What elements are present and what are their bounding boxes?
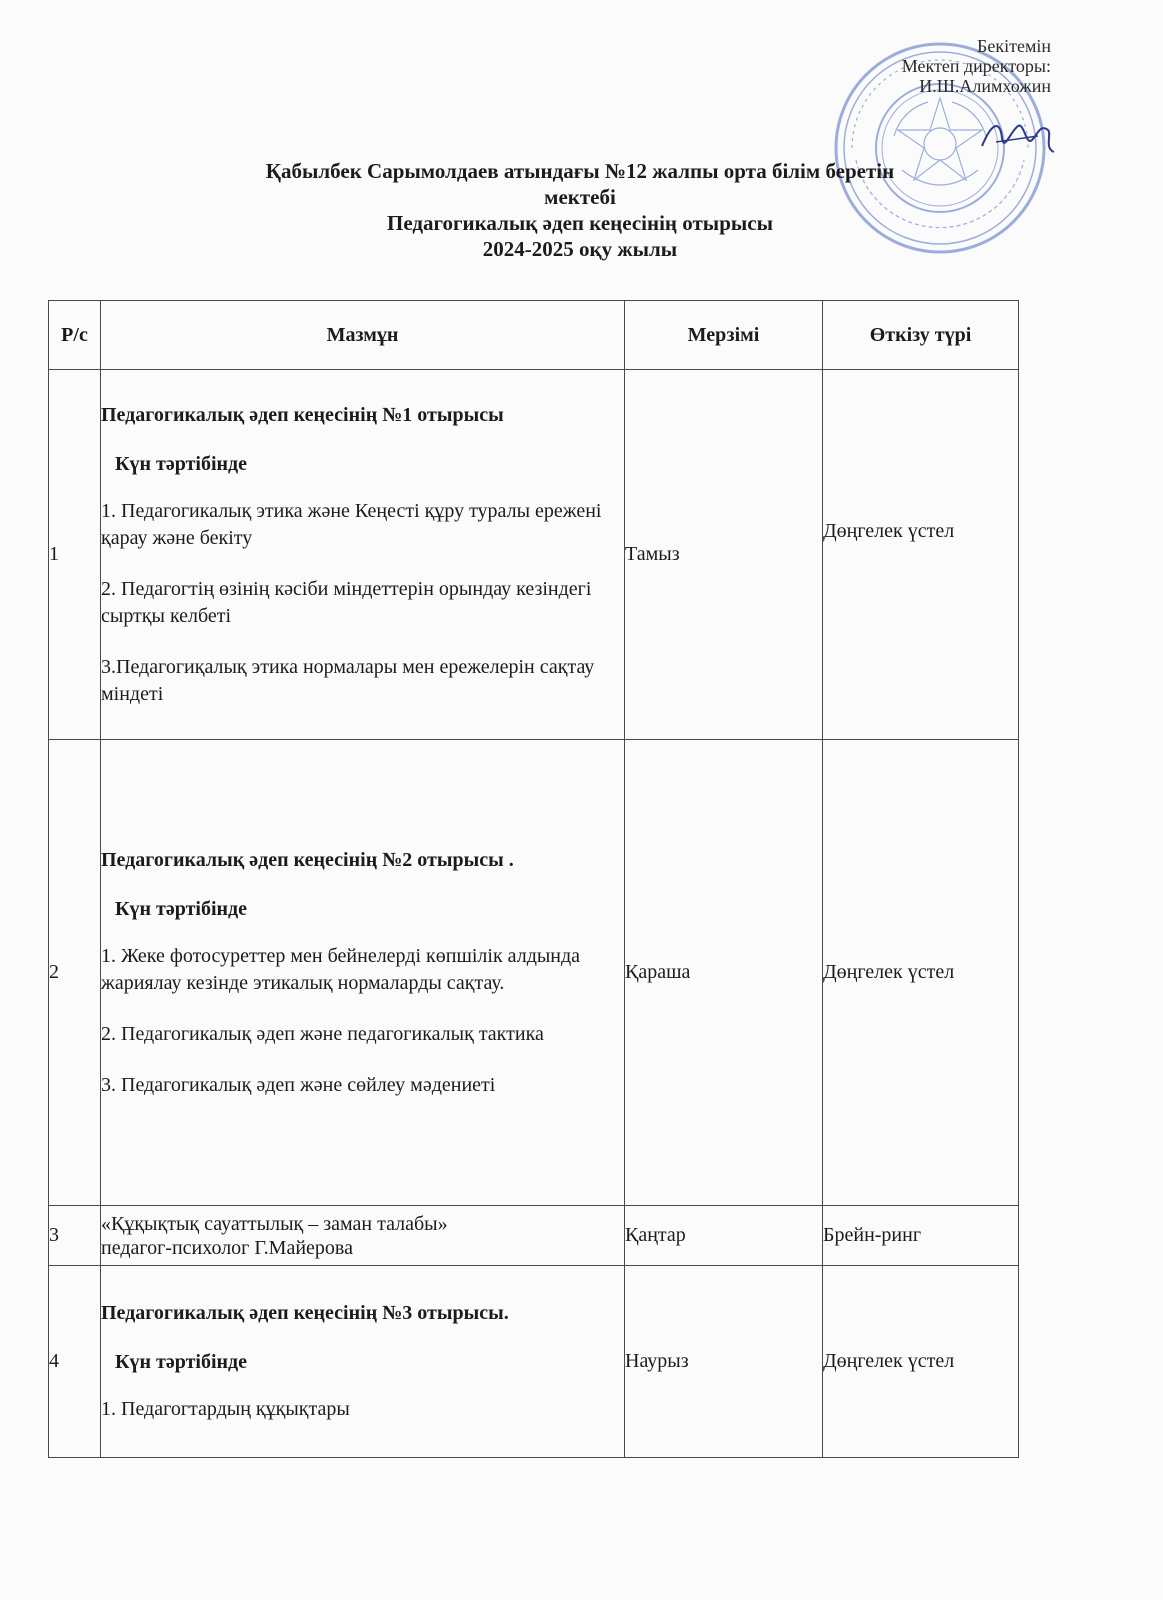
signature-icon [978,112,1058,162]
agenda-item: 1. Педагогтардың құқықтары [101,1398,350,1420]
row-number: 4 [49,1266,101,1458]
row-date: Тамыз [625,370,823,740]
row-content [101,740,625,1206]
event-responsible: педагог-психолог Г.Майерова [101,1236,353,1259]
row-form: Дөңгелек үстел [823,740,1019,1206]
table-row [49,1206,1019,1266]
agenda-label: Күн тәртібінде [115,1351,248,1373]
row-date: Қаңтар [625,1206,823,1266]
row-form: Брейн-ринг [823,1206,1019,1266]
row-content [101,1266,625,1458]
table-row [49,370,1019,740]
plan-table [48,300,1019,1458]
agenda-label: Күн тәртібінде [115,897,248,920]
approval-title: Бекітемін [977,36,1051,56]
school-name-cont: мектебі [544,185,616,209]
header-date: Мерзімі [625,301,823,370]
agenda-item: 2. Педагогикалық әдеп және педагогикалық тактика [101,1022,544,1045]
row-content [101,1206,625,1266]
approval-position: Мектеп директоры: [901,56,1051,76]
row-number: 2 [49,740,101,1206]
row-form: Дөңгелек үстел [823,1266,1019,1458]
header-form: Өткізу түрі [823,301,1019,370]
academic-year: 2024-2025 оқу жылы [482,237,678,261]
document-title: Педагогикалық әдеп кеңесінің отырысы [387,211,773,235]
header-content: Мазмұн [101,301,625,370]
row-date: Наурыз [625,1266,823,1458]
meeting-title: Педагогикалық әдеп кеңесінің №1 отырысы [101,403,504,426]
table-row [49,740,1019,1206]
table-header-row [49,301,1019,370]
agenda-label: Күн тәртібінде [115,452,248,475]
approval-block [902,36,1051,96]
agenda-item: 2. Педагогтің өзінің кәсіби міндеттерін орындау кезіндегі сыртқы келбеті [101,577,592,627]
approval-director-name: И.Ш.Алимхожин [919,76,1051,96]
agenda-item: 3. Педагогикалық әдеп және сөйлеу мәдениеті [101,1073,496,1096]
table-row [49,1266,1019,1458]
row-number: 1 [49,370,101,740]
row-date: Қараша [625,740,823,1206]
document-heading [150,158,1010,262]
row-number: 3 [49,1206,101,1266]
agenda-item: 3.Педагогиқалық этика нормалары мен ережелерін сақтау міндеті [101,655,595,705]
meeting-title: Педагогикалық әдеп кеңесінің №3 отырысы. [101,1302,509,1324]
event-title: «Құқықтық сауаттылық – заман талабы» [101,1212,448,1235]
header-number: Р/с [49,301,101,370]
agenda-item: 1. Жеке фотосуреттер мен бейнелерді көпшілік алдында жариялау кезінде этикалық нормаларды сақтау. [101,944,581,994]
row-content [101,370,625,740]
school-name: Қабылбек Сарымолдаев атындағы №12 жалпы орта білім беретін [265,159,895,183]
meeting-title: Педагогикалық әдеп кеңесінің №2 отырысы . [101,848,514,871]
agenda-item: 1. Педагогикалық этика және Кеңесті құру туралы ережені қарау және бекіту [101,499,602,549]
row-form: Дөңгелек үстел [823,370,1019,740]
